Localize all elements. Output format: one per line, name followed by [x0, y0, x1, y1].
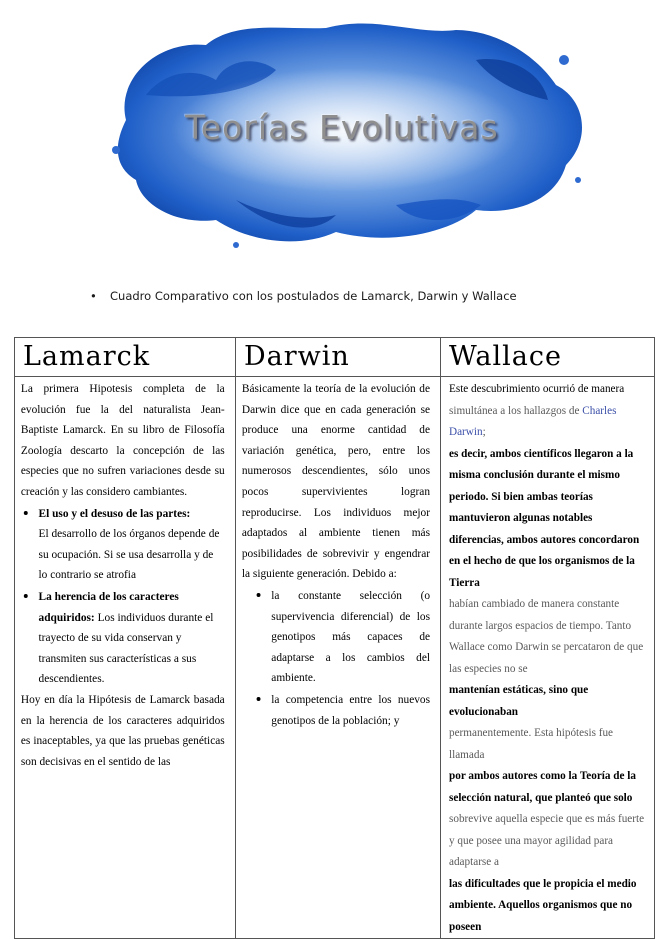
wallace-p9: las dificultades que le propicia el medio ambiente. Aquellos organismos que no poseen: [449, 877, 637, 933]
wallace-p6: permanentemente. Esta hipótesis fue llamada: [449, 727, 614, 761]
intro-bullet: [90, 289, 517, 303]
darwin-points: [242, 585, 430, 731]
column-header-darwin: Darwin: [236, 338, 441, 377]
header-watercolor-banner: [86, 0, 598, 262]
wallace-p2-text: simultánea a los hallazgos de: [449, 404, 580, 417]
wallace-p1: Este descubrimiento ocurrió de manera: [449, 383, 625, 395]
list-item: [271, 585, 430, 689]
page-title: Teorías Evolutivas: [185, 108, 499, 147]
table-row: [15, 377, 655, 939]
wallace-p8: sobrevive aquella especie que es más fuerte y que posee una mayor agilidad para adaptarse a: [449, 813, 645, 868]
lamarck-point2-title: La herencia de los caracteres adquiridos:: [38, 589, 179, 624]
lamarck-point2-text: Los individuos durante el trayecto de su vida conservan y transmiten sus características a sus descendientes.: [38, 610, 214, 686]
wallace-p2: [449, 401, 648, 444]
table-header-row: [15, 338, 655, 377]
bullet-dot-icon: •: [90, 289, 97, 303]
darwin-point2: la competencia entre los nuevos genotipos de la población; y: [271, 692, 431, 727]
wallace-p7: por ambos autores como la Teoría de la selección natural, que planteó que solo: [449, 770, 636, 804]
wallace-cell: [441, 377, 655, 939]
list-item: [39, 586, 225, 690]
column-header-lamarck: Lamarck: [15, 338, 236, 377]
lamarck-cell: [15, 377, 236, 939]
darwin-intro: Básicamente la teoría de la evolución de Darwin dice que en cada generación se produce una enorme cantidad de variación genética, pero, entre los numerosos descendientes, sólo unos pocos supervivientes logran reproducirse. Los individuos mejor adaptados al ambiente tienen más posibilidades de sobrevivir y engendrar la siguiente generación. Debido a:: [241, 382, 431, 581]
list-item: [39, 503, 225, 586]
comparison-table: [14, 337, 655, 939]
wallace-p2-end: ;: [482, 426, 486, 438]
lamarck-point1-title: El uso y el desuso de las partes:: [38, 506, 191, 520]
wallace-p4: habían cambiado de manera constante durante largos espacios de tiempo. Tanto Wallace como Darwin se percataron de que las especies no se: [449, 598, 644, 675]
intro-bullet-text: Cuadro Comparativo con los postulados de Lamarck, Darwin y Wallace: [110, 289, 517, 303]
wallace-p3: es decir, ambos científicos llegaron a la misma conclusión durante el mismo periodo. Si bien ambas teorías mantuvieron algunas notables diferencias, ambos autores concordaron en el hecho de que los organismos de la Tierra: [449, 447, 640, 589]
charles-darwin-link[interactable]: Charles Darwin: [449, 404, 617, 438]
list-item: [271, 689, 430, 731]
darwin-cell: [236, 377, 441, 939]
lamarck-point1-text: El desarrollo de los órganos depende de su ocupación. Si se usa desarrolla y de lo contrario se atrofia: [38, 527, 220, 582]
lamarck-intro: La primera Hipotesis completa de la evolución fue la del naturalista Jean-Baptiste Lamarck. En su libro de Filosofía Zoología descarto la concepción de las especies que no sufren variaciones desde su creación y las considero cambiantes.: [20, 382, 225, 498]
wallace-p5: mantenían estáticas, sino que evolucionaban: [449, 684, 589, 718]
lamarck-points: [21, 503, 225, 690]
lamarck-outro: Hoy en día la Hipótesis de Lamarck basada en la herencia de los caracteres adquiridos es inaceptables, ya que las pruebas genéticas son decisivas en el sentido de las: [20, 692, 225, 768]
column-header-wallace: Wallace: [441, 338, 655, 377]
darwin-point1: la constante selección (o supervivencia diferencial) de los genotipos más capaces de adaptarse a los cambios del ambiente.: [271, 588, 431, 685]
